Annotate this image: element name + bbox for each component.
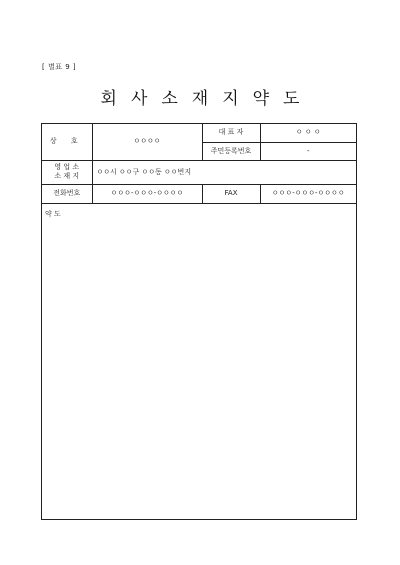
representative-value: ㅇ ㅇ ㅇ — [260, 124, 356, 142]
fax-value: ㅇㅇㅇ-ㅇㅇㅇ-ㅇㅇㅇㅇ — [260, 184, 356, 203]
trade-name-value: ㅇㅇㅇㅇ — [92, 124, 202, 160]
representative-label: 대 표 자 — [202, 124, 260, 142]
annex-label: [ 별표 9 ] — [42, 63, 77, 71]
sketch-map-label: 약 도 — [45, 210, 61, 218]
office-location-label-line2: 소 재 지 — [54, 172, 80, 180]
office-location-label — [42, 160, 92, 184]
info-table — [42, 124, 356, 204]
phone-value: ㅇㅇㅇ-ㅇㅇㅇ-ㅇㅇㅇㅇ — [92, 184, 202, 203]
office-location-value: ㅇㅇ시 ㅇㅇ구 ㅇㅇ동 ㅇㅇ번지 — [92, 160, 356, 184]
office-location-label-line1: 영 업 소 — [54, 163, 80, 172]
trade-name-label: 상 호 — [42, 124, 92, 160]
phone-label: 전화번호 — [42, 184, 92, 203]
resident-number-value: - — [260, 142, 356, 160]
fax-label: FAX — [202, 184, 260, 203]
resident-number-label: 주민등록번호 — [202, 142, 260, 160]
page-title: 회사소재지약도 — [100, 89, 314, 109]
location-form — [41, 123, 357, 520]
